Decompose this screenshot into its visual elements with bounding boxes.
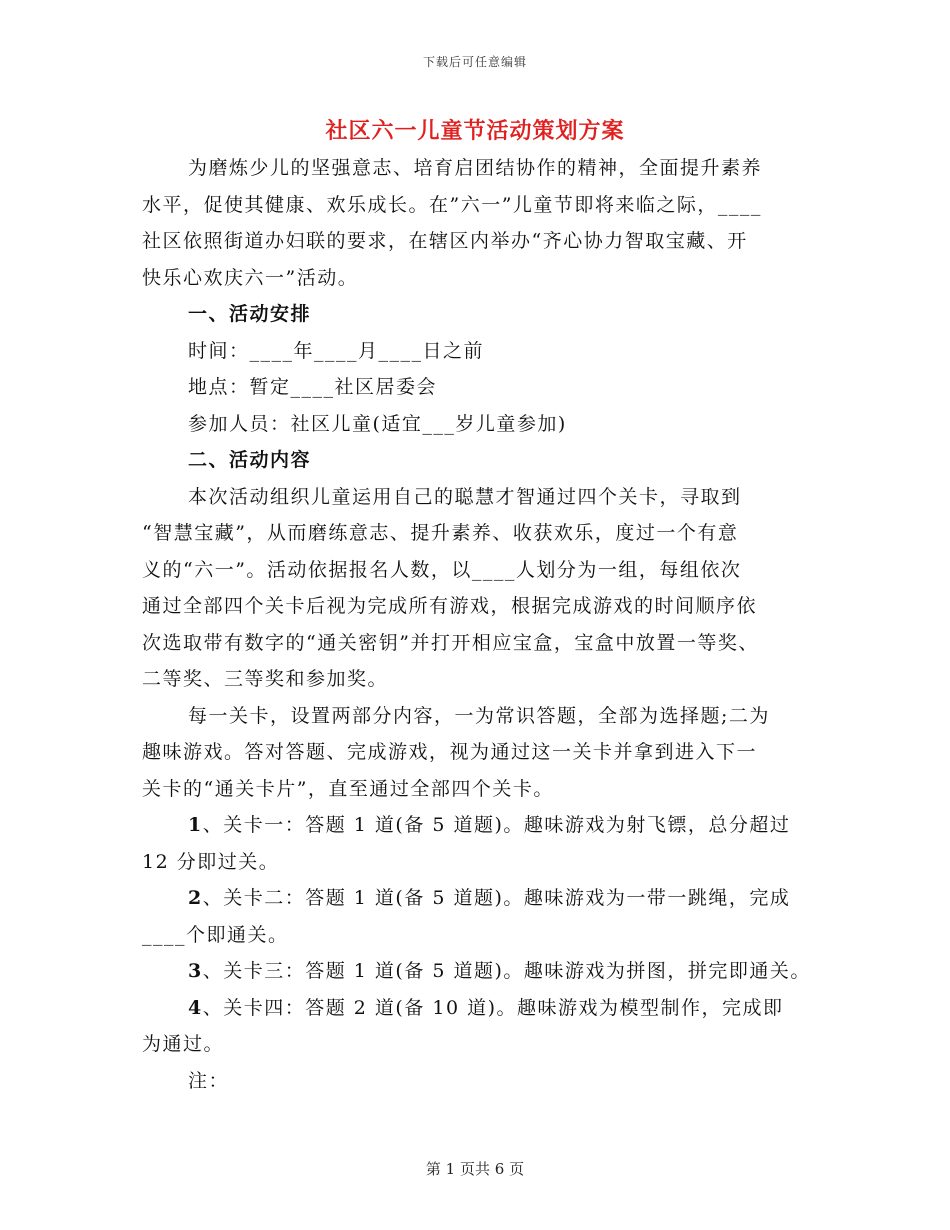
level-text: 、关卡一：答题 1 道(备 5 道题)。趣味游戏为射飞镖，总分超过 12 分即过关。 — [142, 814, 791, 873]
intro-paragraph: 为磨炼少儿的坚强意志、培育启团结协作的精神，全面提升素养 水平，促使其健康、欢乐成长。在”六一”儿童节即将来临之际，____ 社区依照街道办妇联的要求，在辖区内举办“齐心协力智取宝藏、开 快乐心欢庆六一”活动。 — [142, 157, 763, 289]
note-label: 注： — [188, 1069, 230, 1092]
level-number: 3 — [188, 960, 203, 982]
page-number-footer: 第 1 页共 6 页 — [425, 1160, 525, 1178]
level-item — [142, 953, 814, 990]
document-body — [142, 150, 814, 1099]
level-text: 、关卡四：答题 2 道(备 10 道)。趣味游戏为模型制作，完成即 为通过。 — [142, 996, 784, 1055]
level-item — [142, 990, 814, 1063]
level-text: 、关卡三：答题 1 道(备 5 道题)。趣味游戏为拼图，拼完即通关。 — [202, 960, 811, 982]
document-title: 社区六一儿童节活动策划方案 — [325, 118, 625, 144]
activity-participants: 参加人员：社区儿童(适宜___岁儿童参加) — [188, 412, 567, 435]
level-number: 4 — [188, 996, 203, 1019]
section-heading-content: 二、活动内容 — [188, 449, 312, 471]
level-item — [142, 807, 814, 880]
activity-location: 地点：暂定____社区居委会 — [188, 376, 438, 398]
section-heading-arrangement: 一、活动安排 — [188, 303, 312, 325]
level-number: 2 — [188, 887, 203, 909]
content-paragraph-1: 本次活动组织儿童运用自己的聪慧才智通过四个关卡，寻取到 “智慧宝藏”，从而磨练意志、提升素养、收获欢乐，度过一个有意 义的“六一”。活动依据报名人数，以____人划分为一组，每组依次 通过全部四个关卡后视为完成所有游戏，根据完成游戏的时间顺序依 次选取带有数字的“通关密钥”并打开相应宝盒，宝盒中放置一等奖、 二等奖、三等奖和参加奖。 — [142, 485, 759, 690]
level-text: 、关卡二：答题 1 道(备 5 道题)。趣味游戏为一带一跳绳，完成 ____个即通关。 — [142, 887, 791, 946]
level-number: 1 — [188, 814, 203, 836]
level-item — [142, 880, 814, 953]
page-header-note: 下载后可任意编辑 — [422, 55, 527, 69]
activity-time: 时间：____年____月____日之前 — [188, 339, 485, 362]
content-paragraph-2: 每一关卡，设置两部分内容，一为常识答题，全部为选择题;二为 趣味游戏。答对答题、完成游戏，视为通过这一关卡并拿到进入下一 关卡的“通关卡片”，直至通过全部四个关卡。 — [142, 704, 770, 800]
